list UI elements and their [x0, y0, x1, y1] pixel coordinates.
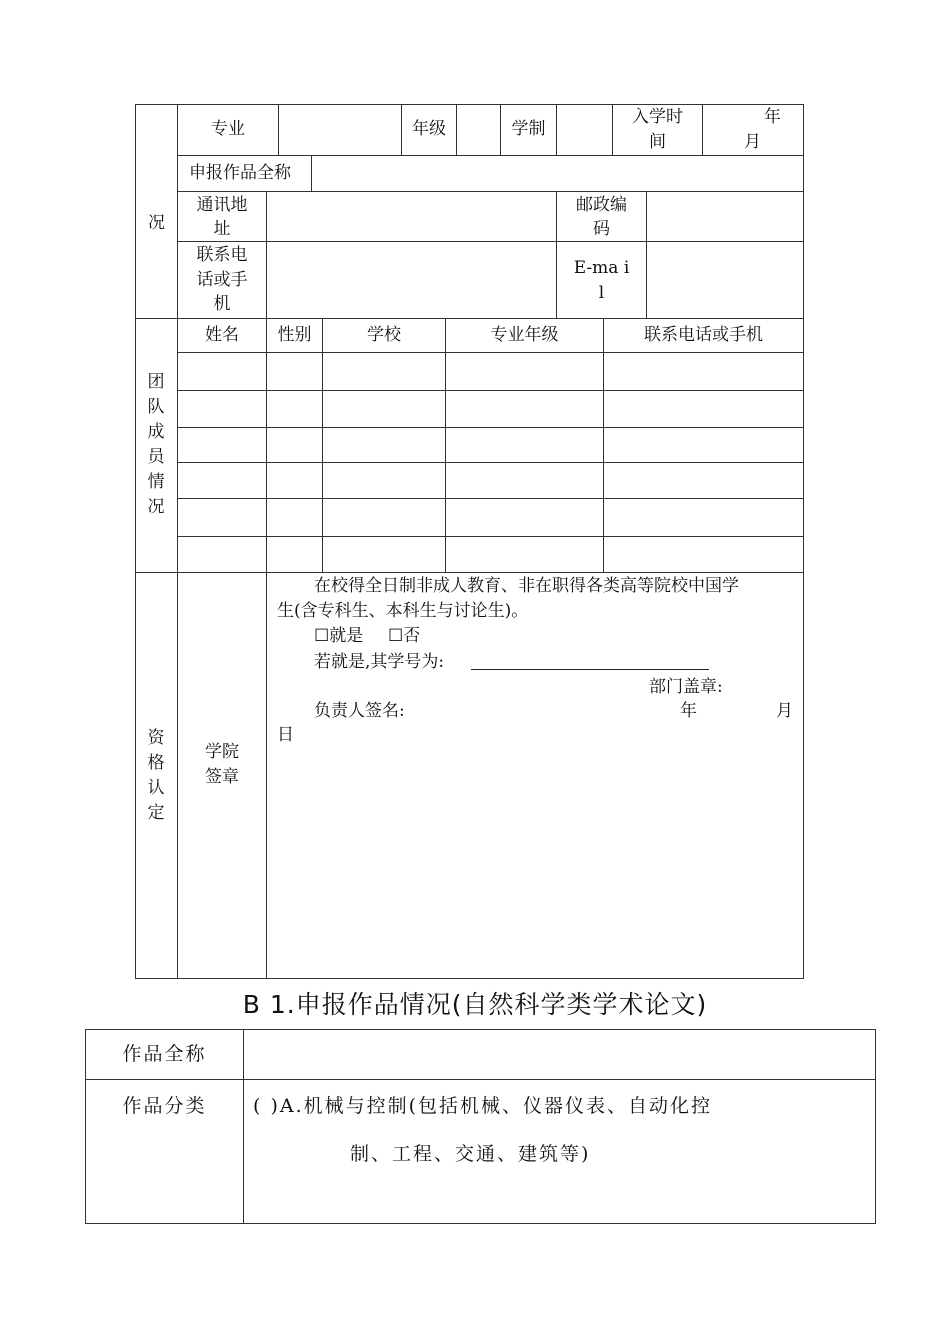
signer-label: 负责人签名:	[314, 701, 405, 721]
side-label-top: 况	[148, 213, 165, 233]
section-divider	[135, 572, 804, 573]
grade-field[interactable]	[457, 105, 499, 154]
address-label-b: 址	[213, 219, 231, 239]
email-label-b: l	[598, 283, 605, 303]
address-label-a: 通讯地	[196, 195, 248, 215]
category-option-a[interactable]: ( )A.机械与控制(包括机械、仪器仪表、自动化控	[253, 1095, 713, 1117]
team-header-phone: 联系电话或手机	[644, 325, 763, 345]
team-header-gender: 性别	[277, 325, 312, 345]
table-border-left	[135, 104, 136, 979]
category-option-a-continued: 制、工程、交通、建筑等)	[350, 1143, 591, 1165]
major-field[interactable]	[279, 105, 400, 154]
option-yes-checkbox[interactable]: ☐就是	[314, 626, 364, 646]
qualification-text-line2: 生(含专科生、本科生与讨论生)。	[277, 601, 529, 621]
phone-label-a: 联系电	[196, 245, 248, 265]
study-length-label: 学制	[511, 119, 546, 139]
phone-label-b: 话或手	[196, 270, 248, 290]
table-border-right	[875, 1029, 876, 1224]
address-field[interactable]	[267, 192, 555, 240]
work-full-name-field[interactable]	[244, 1030, 875, 1079]
student-id-input[interactable]	[471, 651, 709, 670]
signature-month-label: 月	[776, 701, 793, 721]
table-row[interactable]	[178, 537, 803, 572]
postcode-label-a: 邮政编	[576, 195, 627, 215]
side-label-team: 团队成员情况	[147, 372, 165, 517]
cell-divider	[266, 572, 267, 978]
section-title: B 1.申报作品情况(自然科学类学术论文)	[242, 990, 708, 1019]
work-title-field[interactable]	[312, 156, 802, 190]
student-id-label: 若就是,其学号为:	[314, 652, 445, 672]
table-row[interactable]	[178, 499, 803, 536]
enroll-time-label-a: 入学时	[632, 107, 683, 127]
section-divider	[135, 318, 804, 319]
enroll-year-label: 年	[764, 107, 781, 127]
postcode-label-b: 码	[593, 219, 610, 239]
college-seal-label-b: 签章	[205, 767, 239, 787]
option-no-checkbox[interactable]: ☐否	[388, 626, 421, 646]
major-label: 专业	[211, 119, 245, 139]
phone-field[interactable]	[267, 242, 555, 317]
table-row[interactable]	[178, 463, 803, 498]
postcode-field[interactable]	[647, 192, 802, 240]
team-header-school: 学校	[367, 325, 401, 345]
phone-label-c: 机	[213, 294, 231, 314]
work-category-label: 作品分类	[122, 1095, 207, 1117]
table-row[interactable]	[178, 428, 803, 462]
study-length-field[interactable]	[557, 105, 611, 154]
work-title-label: 申报作品全称	[189, 163, 291, 183]
enroll-time-label-b: 间	[649, 132, 666, 152]
table-border-bottom	[85, 1223, 876, 1224]
work-full-name-label: 作品全称	[122, 1043, 207, 1065]
signature-day-label: 日	[277, 725, 294, 745]
email-field[interactable]	[647, 242, 802, 317]
signature-year-label: 年	[680, 701, 697, 721]
enroll-month-label: 月	[744, 132, 761, 152]
grade-label: 年级	[412, 119, 446, 139]
cell-divider	[702, 104, 703, 155]
table-row[interactable]	[178, 353, 803, 390]
team-header-major-grade: 专业年级	[490, 325, 559, 345]
table-row[interactable]	[178, 391, 803, 427]
table-border-right	[803, 104, 804, 979]
team-header-name: 姓名	[205, 325, 239, 345]
qualification-text-line1: 在校得全日制非成人教育、非在职得各类高等院校中国学	[314, 576, 739, 596]
dept-seal-label: 部门盖章:	[649, 677, 723, 697]
side-label-qualification: 资格认定	[147, 728, 165, 823]
college-seal-label-a: 学院	[205, 742, 239, 762]
email-label-a: E-ma i	[573, 258, 630, 278]
row-divider	[85, 1079, 876, 1080]
table-border-bottom	[135, 978, 804, 979]
